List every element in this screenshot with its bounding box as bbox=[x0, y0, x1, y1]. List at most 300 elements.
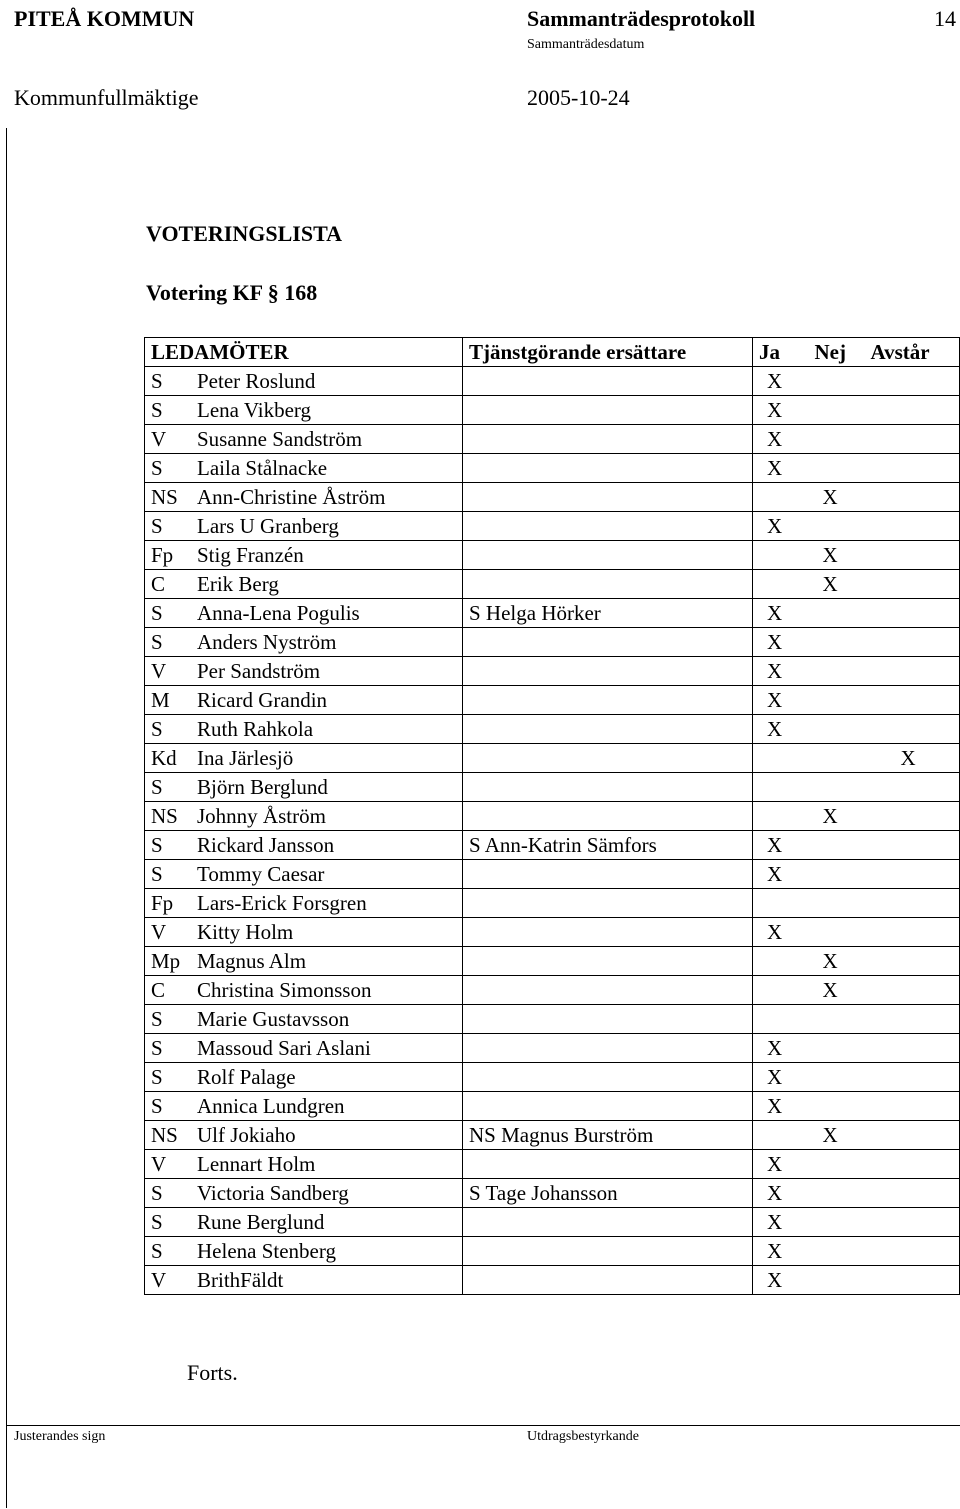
member-name: Helena Stenberg bbox=[197, 1239, 336, 1263]
vote-nej-cell bbox=[809, 425, 865, 454]
vote-ja-cell bbox=[753, 483, 809, 512]
member-cell bbox=[145, 686, 463, 715]
vote-nej-cell bbox=[809, 889, 865, 918]
substitute-cell bbox=[463, 628, 753, 657]
vote-avstar-cell bbox=[865, 686, 960, 715]
member-cell bbox=[145, 715, 463, 744]
table-row bbox=[145, 425, 960, 454]
party-code: V bbox=[151, 427, 167, 451]
vote-avstar-cell bbox=[865, 744, 960, 773]
member-name: Kitty Holm bbox=[197, 920, 294, 944]
vote-nej-cell bbox=[809, 396, 865, 425]
member-name: Magnus Alm bbox=[197, 949, 307, 973]
meeting-date: 2005-10-24 bbox=[527, 85, 630, 110]
vote-ja-mark: X bbox=[767, 369, 783, 393]
party-code: C bbox=[151, 572, 166, 596]
substitute-cell bbox=[463, 657, 753, 686]
vote-nej-cell bbox=[809, 541, 865, 570]
member-name: Victoria Sandberg bbox=[197, 1181, 349, 1205]
vote-nej-cell bbox=[809, 1063, 865, 1092]
vote-avstar-cell bbox=[865, 1208, 960, 1237]
party-code: S bbox=[151, 514, 163, 538]
vote-avstar-cell bbox=[865, 454, 960, 483]
vote-ja-cell bbox=[753, 918, 809, 947]
vote-ja-mark: X bbox=[767, 630, 783, 654]
vote-nej-cell bbox=[809, 454, 865, 483]
party-code: S bbox=[151, 1065, 163, 1089]
vote-nej-mark: X bbox=[822, 572, 838, 596]
party-code: V bbox=[151, 659, 167, 683]
vote-avstar-cell bbox=[865, 599, 960, 628]
member-cell bbox=[145, 1121, 463, 1150]
vote-avstar-cell bbox=[865, 657, 960, 686]
vote-avstar-cell bbox=[865, 396, 960, 425]
party-code: NS bbox=[151, 1123, 178, 1147]
member-name: Lena Vikberg bbox=[197, 398, 312, 422]
substitute-cell bbox=[463, 1150, 753, 1179]
vote-ja-cell bbox=[753, 686, 809, 715]
table-row bbox=[145, 1208, 960, 1237]
vote-ja-cell bbox=[753, 947, 809, 976]
vote-ja-mark: X bbox=[767, 659, 783, 683]
table-row bbox=[145, 657, 960, 686]
vote-ja-mark: X bbox=[767, 833, 783, 857]
header-avstar: Avstår bbox=[865, 338, 960, 367]
vote-nej-cell bbox=[809, 1266, 865, 1295]
vote-nej-cell bbox=[809, 1034, 865, 1063]
header-members: LEDAMÖTER bbox=[145, 338, 463, 367]
table-row bbox=[145, 802, 960, 831]
vote-ja-cell bbox=[753, 541, 809, 570]
vote-ja-cell bbox=[753, 1150, 809, 1179]
vote-ja-cell bbox=[753, 773, 809, 802]
member-name: Lennart Holm bbox=[197, 1152, 316, 1176]
vote-ja-cell bbox=[753, 1121, 809, 1150]
table-row bbox=[145, 483, 960, 512]
continued-note: Forts. bbox=[187, 1360, 238, 1385]
member-name: Ulf Jokiaho bbox=[197, 1123, 296, 1147]
member-cell bbox=[145, 773, 463, 802]
substitute-cell bbox=[463, 1237, 753, 1266]
vote-nej-cell bbox=[809, 947, 865, 976]
member-cell bbox=[145, 1266, 463, 1295]
vote-avstar-cell bbox=[865, 976, 960, 1005]
vote-ja-cell bbox=[753, 1034, 809, 1063]
vote-ja-cell bbox=[753, 1266, 809, 1295]
vote-ja-mark: X bbox=[767, 601, 783, 625]
table-row bbox=[145, 686, 960, 715]
table-row bbox=[145, 1063, 960, 1092]
vote-ja-cell bbox=[753, 976, 809, 1005]
party-code: S bbox=[151, 775, 163, 799]
vote-table bbox=[144, 337, 960, 1295]
member-cell bbox=[145, 454, 463, 483]
member-cell bbox=[145, 918, 463, 947]
substitute-cell: NS Magnus Burström bbox=[463, 1121, 753, 1150]
vote-avstar-cell bbox=[865, 831, 960, 860]
substitute-cell bbox=[463, 425, 753, 454]
table-row bbox=[145, 1092, 960, 1121]
party-code: S bbox=[151, 630, 163, 654]
vote-nej-cell bbox=[809, 715, 865, 744]
party-code: Mp bbox=[151, 949, 181, 973]
body-name: Kommunfullmäktige bbox=[14, 85, 199, 110]
vote-avstar-cell bbox=[865, 947, 960, 976]
substitute-cell bbox=[463, 976, 753, 1005]
party-code: M bbox=[151, 688, 170, 712]
member-name: Johnny Åström bbox=[197, 804, 326, 828]
vote-ja-cell bbox=[753, 599, 809, 628]
member-name: Laila Stålnacke bbox=[197, 456, 328, 480]
member-name: Anders Nyström bbox=[197, 630, 337, 654]
footer-divider bbox=[6, 1425, 960, 1426]
member-cell bbox=[145, 1063, 463, 1092]
member-cell bbox=[145, 367, 463, 396]
left-margin-line bbox=[6, 128, 7, 1508]
member-cell bbox=[145, 1005, 463, 1034]
vote-ja-mark: X bbox=[767, 398, 783, 422]
member-cell bbox=[145, 1034, 463, 1063]
vote-ja-cell bbox=[753, 454, 809, 483]
table-row bbox=[145, 715, 960, 744]
vote-nej-mark: X bbox=[822, 543, 838, 567]
section-title: VOTERINGSLISTA bbox=[146, 221, 342, 246]
vote-ja-cell bbox=[753, 570, 809, 599]
substitute-cell bbox=[463, 889, 753, 918]
party-code: NS bbox=[151, 804, 178, 828]
vote-nej-cell bbox=[809, 686, 865, 715]
vote-ja-cell bbox=[753, 744, 809, 773]
vote-avstar-cell bbox=[865, 802, 960, 831]
member-cell bbox=[145, 599, 463, 628]
vote-ja-cell bbox=[753, 396, 809, 425]
substitute-cell bbox=[463, 947, 753, 976]
vote-nej-cell bbox=[809, 918, 865, 947]
vote-avstar-cell bbox=[865, 889, 960, 918]
substitute-cell bbox=[463, 773, 753, 802]
vote-avstar-cell bbox=[865, 860, 960, 889]
table-row bbox=[145, 1121, 960, 1150]
table-row bbox=[145, 860, 960, 889]
party-code: Fp bbox=[151, 891, 174, 915]
header-ja: Ja bbox=[753, 338, 809, 367]
substitute-cell: S Ann-Katrin Sämfors bbox=[463, 831, 753, 860]
table-row bbox=[145, 367, 960, 396]
substitute-cell bbox=[463, 1092, 753, 1121]
substitute-cell bbox=[463, 1005, 753, 1034]
table-row bbox=[145, 1034, 960, 1063]
vote-nej-mark: X bbox=[822, 949, 838, 973]
vote-nej-cell bbox=[809, 1092, 865, 1121]
vote-avstar-cell bbox=[865, 918, 960, 947]
member-name: Christina Simonsson bbox=[197, 978, 372, 1002]
vote-ja-cell bbox=[753, 512, 809, 541]
party-code: V bbox=[151, 1268, 167, 1292]
party-code: S bbox=[151, 601, 163, 625]
vote-avstar-cell bbox=[865, 773, 960, 802]
party-code: NS bbox=[151, 485, 178, 509]
member-cell bbox=[145, 425, 463, 454]
vote-ja-mark: X bbox=[767, 920, 783, 944]
vote-nej-cell bbox=[809, 802, 865, 831]
table-row bbox=[145, 918, 960, 947]
member-name: Tommy Caesar bbox=[197, 862, 325, 886]
table-row bbox=[145, 976, 960, 1005]
member-name: Annica Lundgren bbox=[197, 1094, 345, 1118]
substitute-cell bbox=[463, 715, 753, 744]
member-cell bbox=[145, 1237, 463, 1266]
member-cell bbox=[145, 396, 463, 425]
signature-label: Justerandes sign bbox=[14, 1429, 106, 1444]
member-name: Ann-Christine Åström bbox=[197, 485, 386, 509]
vote-ja-mark: X bbox=[767, 688, 783, 712]
party-code: S bbox=[151, 1007, 163, 1031]
vote-ja-mark: X bbox=[767, 717, 783, 741]
member-name: Erik Berg bbox=[197, 572, 279, 596]
vote-nej-cell bbox=[809, 1121, 865, 1150]
vote-avstar-cell bbox=[865, 1150, 960, 1179]
organization-name: PITEÅ KOMMUN bbox=[14, 6, 195, 31]
vote-ja-mark: X bbox=[767, 1094, 783, 1118]
member-name: Stig Franzén bbox=[197, 543, 304, 567]
substitute-cell: S Helga Hörker bbox=[463, 599, 753, 628]
member-name: Peter Roslund bbox=[197, 369, 316, 393]
vote-avstar-cell bbox=[865, 541, 960, 570]
table-row bbox=[145, 512, 960, 541]
vote-avstar-mark: X bbox=[900, 746, 916, 770]
party-code: S bbox=[151, 717, 163, 741]
substitute-cell bbox=[463, 483, 753, 512]
vote-ja-mark: X bbox=[767, 427, 783, 451]
vote-nej-cell bbox=[809, 367, 865, 396]
party-code: V bbox=[151, 1152, 167, 1176]
vote-ja-mark: X bbox=[767, 514, 783, 538]
vote-nej-cell bbox=[809, 1208, 865, 1237]
vote-ja-cell bbox=[753, 1237, 809, 1266]
substitute-cell bbox=[463, 454, 753, 483]
vote-avstar-cell bbox=[865, 1121, 960, 1150]
vote-nej-cell bbox=[809, 1150, 865, 1179]
vote-nej-cell bbox=[809, 1237, 865, 1266]
party-code: S bbox=[151, 398, 163, 422]
vote-avstar-cell bbox=[865, 1237, 960, 1266]
vote-ja-mark: X bbox=[767, 1210, 783, 1234]
member-cell bbox=[145, 860, 463, 889]
member-name: Lars-Erick Forsgren bbox=[197, 891, 367, 915]
vote-nej-cell bbox=[809, 628, 865, 657]
vote-ja-mark: X bbox=[767, 862, 783, 886]
party-code: V bbox=[151, 920, 167, 944]
substitute-cell bbox=[463, 1063, 753, 1092]
vote-ja-mark: X bbox=[767, 1239, 783, 1263]
member-name: Massoud Sari Aslani bbox=[197, 1036, 371, 1060]
vote-nej-cell bbox=[809, 483, 865, 512]
table-row bbox=[145, 889, 960, 918]
party-code: S bbox=[151, 862, 163, 886]
table-row bbox=[145, 1179, 960, 1208]
page-number: 14 bbox=[934, 6, 956, 31]
vote-nej-mark: X bbox=[822, 1123, 838, 1147]
party-code: S bbox=[151, 1094, 163, 1118]
vote-ja-cell bbox=[753, 1092, 809, 1121]
vote-avstar-cell bbox=[865, 570, 960, 599]
vote-avstar-cell bbox=[865, 1063, 960, 1092]
party-code: S bbox=[151, 1239, 163, 1263]
table-header-row bbox=[145, 338, 960, 367]
substitute-cell: S Tage Johansson bbox=[463, 1179, 753, 1208]
member-cell bbox=[145, 1179, 463, 1208]
member-name: Björn Berglund bbox=[197, 775, 328, 799]
vote-avstar-cell bbox=[865, 1092, 960, 1121]
substitute-cell bbox=[463, 541, 753, 570]
vote-avstar-cell bbox=[865, 715, 960, 744]
member-name: Ruth Rahkola bbox=[197, 717, 314, 741]
vote-ja-cell bbox=[753, 1063, 809, 1092]
vote-ja-cell bbox=[753, 831, 809, 860]
vote-nej-cell bbox=[809, 599, 865, 628]
substitute-cell bbox=[463, 686, 753, 715]
member-cell bbox=[145, 483, 463, 512]
header-substitutes: Tjänstgörande ersättare bbox=[463, 338, 753, 367]
member-cell bbox=[145, 628, 463, 657]
member-cell bbox=[145, 1208, 463, 1237]
substitute-cell bbox=[463, 1266, 753, 1295]
vote-nej-mark: X bbox=[822, 978, 838, 1002]
substitute-cell bbox=[463, 744, 753, 773]
table-row bbox=[145, 773, 960, 802]
vote-ja-mark: X bbox=[767, 456, 783, 480]
member-name: Anna-Lena Pogulis bbox=[197, 601, 360, 625]
table-row bbox=[145, 947, 960, 976]
party-code: S bbox=[151, 456, 163, 480]
table-row bbox=[145, 1005, 960, 1034]
substitute-cell bbox=[463, 570, 753, 599]
substitute-cell bbox=[463, 860, 753, 889]
vote-ja-cell bbox=[753, 657, 809, 686]
table-row bbox=[145, 1237, 960, 1266]
vote-avstar-cell bbox=[865, 425, 960, 454]
vote-nej-cell bbox=[809, 570, 865, 599]
table-row bbox=[145, 454, 960, 483]
party-code: S bbox=[151, 1036, 163, 1060]
vote-nej-cell bbox=[809, 976, 865, 1005]
member-cell bbox=[145, 512, 463, 541]
header-nej: Nej bbox=[809, 338, 865, 367]
substitute-cell bbox=[463, 918, 753, 947]
member-name: BrithFäldt bbox=[197, 1268, 284, 1292]
vote-avstar-cell bbox=[865, 1266, 960, 1295]
vote-ja-cell bbox=[753, 715, 809, 744]
member-cell bbox=[145, 831, 463, 860]
table-row bbox=[145, 831, 960, 860]
vote-ja-mark: X bbox=[767, 1152, 783, 1176]
vote-nej-cell bbox=[809, 512, 865, 541]
substitute-cell bbox=[463, 367, 753, 396]
party-code: S bbox=[151, 833, 163, 857]
extract-certification-label: Utdragsbestyrkande bbox=[527, 1429, 639, 1444]
vote-avstar-cell bbox=[865, 1179, 960, 1208]
vote-ja-cell bbox=[753, 628, 809, 657]
member-cell bbox=[145, 541, 463, 570]
vote-nej-cell bbox=[809, 1005, 865, 1034]
party-code: Fp bbox=[151, 543, 174, 567]
member-name: Rickard Jansson bbox=[197, 833, 335, 857]
vote-avstar-cell bbox=[865, 367, 960, 396]
substitute-cell bbox=[463, 512, 753, 541]
member-name: Ricard Grandin bbox=[197, 688, 328, 712]
vote-avstar-cell bbox=[865, 1005, 960, 1034]
vote-ja-mark: X bbox=[767, 1036, 783, 1060]
vote-nej-cell bbox=[809, 860, 865, 889]
party-code: S bbox=[151, 369, 163, 393]
member-name: Ina Järlesjö bbox=[197, 746, 294, 770]
table-row bbox=[145, 570, 960, 599]
vote-ja-cell bbox=[753, 367, 809, 396]
meeting-date-label: Sammanträdesdatum bbox=[527, 37, 645, 52]
vote-title: Votering KF § 168 bbox=[146, 280, 318, 305]
vote-ja-mark: X bbox=[767, 1268, 783, 1292]
document-title: Sammanträdesprotokoll bbox=[527, 6, 756, 31]
vote-ja-mark: X bbox=[767, 1065, 783, 1089]
member-cell bbox=[145, 802, 463, 831]
vote-nej-cell bbox=[809, 773, 865, 802]
table-row bbox=[145, 541, 960, 570]
substitute-cell bbox=[463, 1034, 753, 1063]
party-code: S bbox=[151, 1181, 163, 1205]
member-cell bbox=[145, 976, 463, 1005]
member-name: Per Sandström bbox=[197, 659, 321, 683]
table-row bbox=[145, 1150, 960, 1179]
party-code: C bbox=[151, 978, 166, 1002]
vote-nej-cell bbox=[809, 831, 865, 860]
member-name: Marie Gustavsson bbox=[197, 1007, 350, 1031]
vote-avstar-cell bbox=[865, 628, 960, 657]
table-row bbox=[145, 1266, 960, 1295]
table-row bbox=[145, 744, 960, 773]
table-row bbox=[145, 396, 960, 425]
vote-ja-cell bbox=[753, 860, 809, 889]
table-row bbox=[145, 628, 960, 657]
member-cell bbox=[145, 1150, 463, 1179]
vote-ja-cell bbox=[753, 1005, 809, 1034]
substitute-cell bbox=[463, 802, 753, 831]
vote-ja-mark: X bbox=[767, 1181, 783, 1205]
vote-avstar-cell bbox=[865, 512, 960, 541]
vote-ja-cell bbox=[753, 802, 809, 831]
vote-avstar-cell bbox=[865, 1034, 960, 1063]
vote-ja-cell bbox=[753, 1208, 809, 1237]
substitute-cell bbox=[463, 1208, 753, 1237]
member-cell bbox=[145, 744, 463, 773]
vote-nej-mark: X bbox=[822, 804, 838, 828]
member-name: Lars U Granberg bbox=[197, 514, 339, 538]
vote-ja-cell bbox=[753, 889, 809, 918]
vote-nej-cell bbox=[809, 744, 865, 773]
member-name: Rune Berglund bbox=[197, 1210, 325, 1234]
party-code: S bbox=[151, 1210, 163, 1234]
vote-ja-cell bbox=[753, 425, 809, 454]
member-cell bbox=[145, 657, 463, 686]
substitute-cell bbox=[463, 396, 753, 425]
member-cell bbox=[145, 1092, 463, 1121]
member-cell bbox=[145, 570, 463, 599]
member-name: Susanne Sandström bbox=[197, 427, 363, 451]
vote-rows bbox=[145, 367, 960, 1295]
member-name: Rolf Palage bbox=[197, 1065, 296, 1089]
table-row bbox=[145, 599, 960, 628]
vote-nej-mark: X bbox=[822, 485, 838, 509]
member-cell bbox=[145, 889, 463, 918]
